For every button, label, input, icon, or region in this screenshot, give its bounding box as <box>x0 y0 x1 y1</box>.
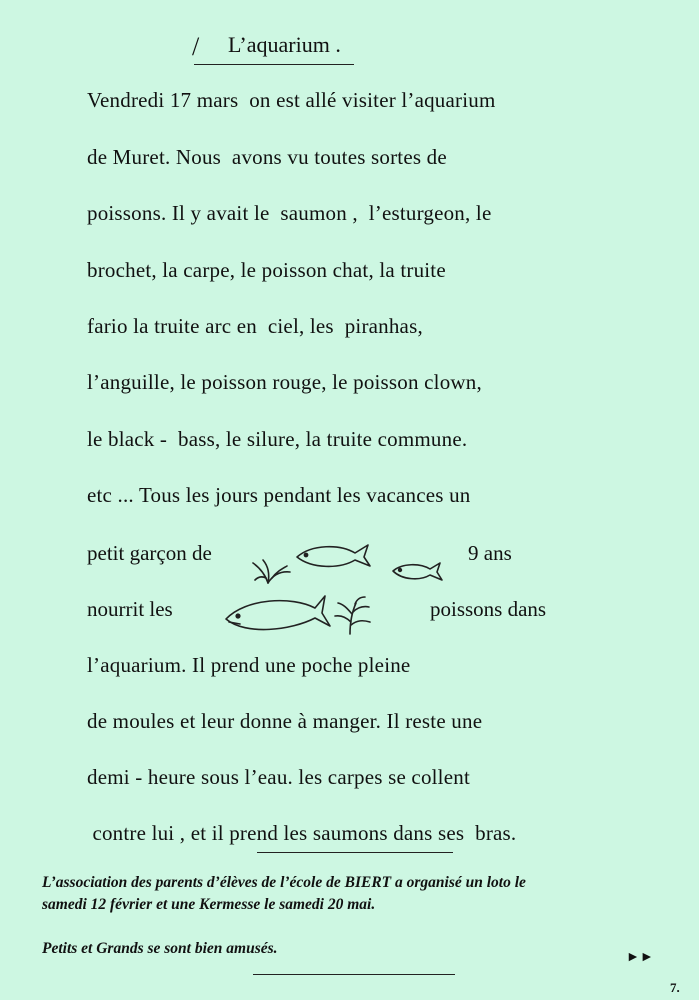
bottom-divider <box>253 974 455 975</box>
next-arrows-icon: ►► <box>626 950 654 965</box>
text-line-9-right: 9 ans <box>468 541 512 565</box>
page-number: 7. <box>670 980 680 995</box>
text-line: demi - heure sous l’eau. les carpes se collent <box>87 765 470 789</box>
text-line-10-left: nourrit les <box>87 597 173 621</box>
text-line: le black - bass, le silure, la truite commune. <box>87 427 468 451</box>
fish-eye <box>304 553 307 556</box>
note-line: samedi 12 février et une Kermesse le samedi 20 mai. <box>42 896 376 913</box>
text-line: contre lui , et il prend les saumons dans ses bras. <box>87 821 517 845</box>
text-line: brochet, la carpe, le poisson chat, la truite <box>87 258 446 282</box>
title-slash: / <box>192 32 200 61</box>
text-line: l’aquarium. Il prend une poche pleine <box>87 653 411 677</box>
text-line: etc ... Tous les jours pendant les vacances un <box>87 483 471 507</box>
fish-icon <box>297 545 370 566</box>
page-title: L’aquarium . <box>228 32 341 57</box>
title-block <box>188 28 368 78</box>
seaweed-icon <box>253 560 290 583</box>
text-line: poissons. Il y avait le saumon , l’esturgeon, le <box>87 201 492 225</box>
text-line: fario la truite arc en ciel, les piranhas, <box>87 314 423 338</box>
text-line-9-left: petit garçon de <box>87 541 212 565</box>
text-line-10-right: poissons dans <box>430 597 547 621</box>
fish-icon <box>393 563 442 580</box>
note-line: L’association des parents d’élèves de l’école de BIERT a organisé un loto le <box>42 874 526 891</box>
seaweed-icon <box>335 597 370 634</box>
section-divider <box>257 852 453 853</box>
note-line: Petits et Grands se sont bien amusés. <box>42 940 278 957</box>
fish-eye <box>399 569 402 572</box>
text-line: de Muret. Nous avons vu toutes sortes de <box>87 145 447 169</box>
text-line: de moules et leur donne à manger. Il reste une <box>87 709 483 733</box>
text-line: l’anguille, le poisson rouge, le poisson clown, <box>87 370 482 394</box>
fish-icon <box>226 596 330 630</box>
text-line: Vendredi 17 mars on est allé visiter l’aquarium <box>87 88 496 112</box>
title-underline <box>194 64 354 65</box>
fish-eye <box>236 614 240 618</box>
